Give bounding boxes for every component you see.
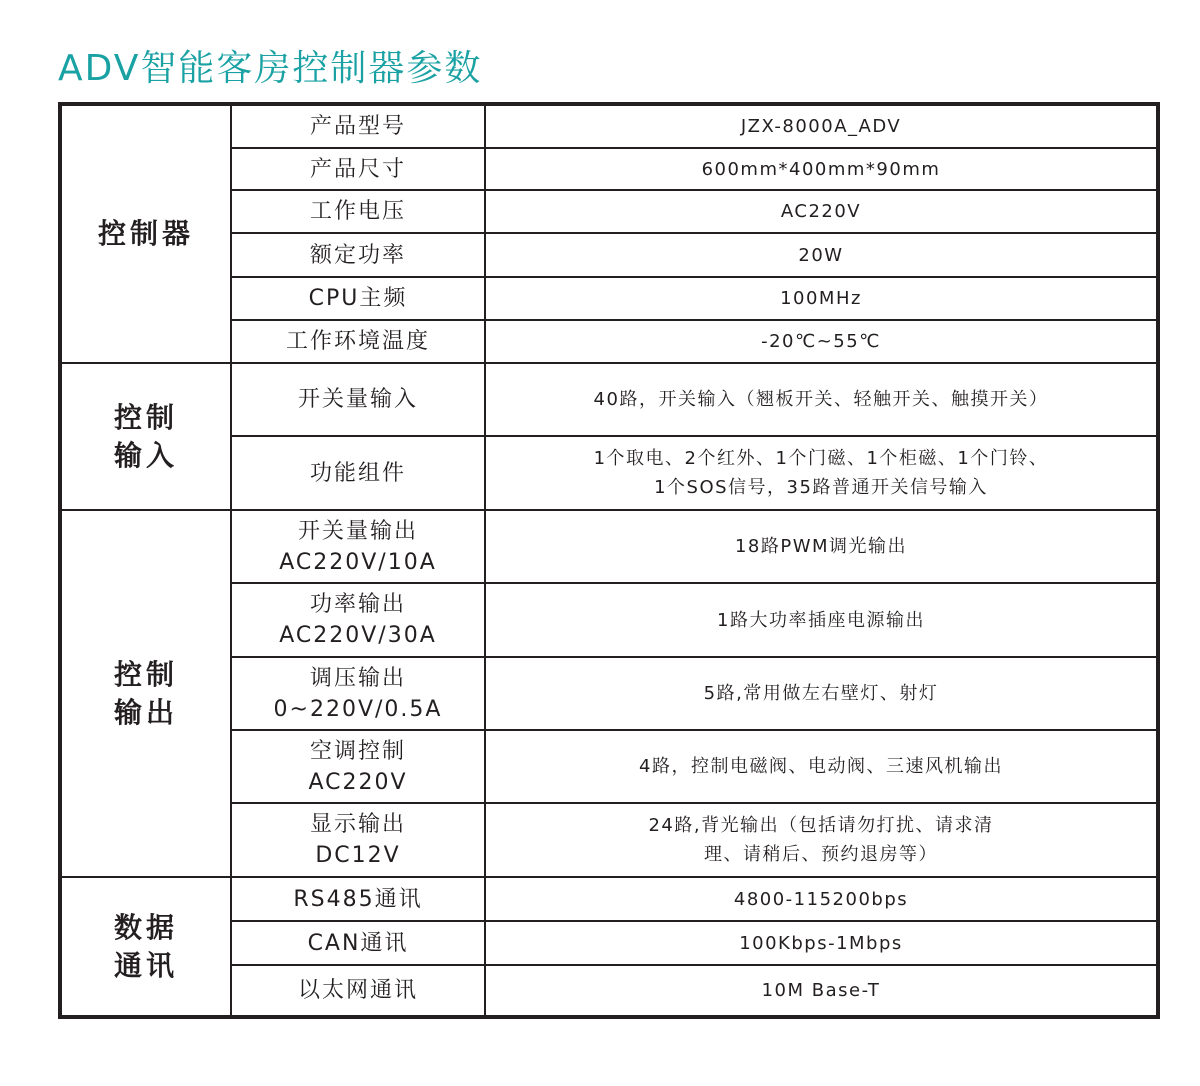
param-value-cell xyxy=(485,190,1158,233)
param-name-cell xyxy=(231,363,485,436)
param-name: CAN通讯 xyxy=(307,930,409,956)
param-name: 开关量输入 xyxy=(297,387,418,412)
param-name-cell xyxy=(231,583,485,657)
param-name-cell xyxy=(231,104,485,148)
param-name-cell xyxy=(231,657,485,730)
param-value: 40路，开关输入（翘板开关、轻触开关、触摸开关） xyxy=(593,389,1049,410)
table-row xyxy=(60,877,1158,921)
param-value: -20℃~55℃ xyxy=(761,331,881,352)
group-label: 控制器 xyxy=(97,217,194,250)
group-label-cell xyxy=(60,104,231,363)
param-value: AC220V xyxy=(780,201,862,222)
param-name-cell xyxy=(231,510,485,583)
param-name: 开关量输出 xyxy=(297,518,418,544)
param-value: 100Kbps-1Mbps xyxy=(739,932,903,954)
group-label: 输出 xyxy=(113,695,178,729)
param-value-cell xyxy=(485,730,1158,803)
param-name: 功率输出 xyxy=(309,592,406,617)
spec-table xyxy=(58,102,1160,1019)
param-name: AC220V xyxy=(308,769,408,795)
param-name: AC220V/30A xyxy=(279,623,437,648)
param-value-cell xyxy=(485,233,1158,277)
param-name: AC220V/10A xyxy=(279,549,437,575)
param-value-cell xyxy=(485,583,1158,657)
param-name-cell xyxy=(231,277,485,320)
param-name: 工作环境温度 xyxy=(285,329,430,354)
param-name-cell xyxy=(231,233,485,277)
param-value-cell xyxy=(485,965,1158,1017)
param-name: 调压输出 xyxy=(309,665,406,691)
param-value: 24路,背光输出（包括请勿打扰、请求清 xyxy=(648,815,994,836)
param-value-cell xyxy=(485,921,1158,965)
param-value-cell xyxy=(485,148,1158,190)
param-value: 18路PWM调光输出 xyxy=(734,536,908,557)
group-label: 控制 xyxy=(113,657,178,691)
group-label: 通讯 xyxy=(113,948,178,982)
param-name: CPU主频 xyxy=(308,286,408,311)
param-name-cell xyxy=(231,921,485,965)
param-value: 1个取电、2个红外、1个门磁、1个柜磁、1个门铃、 xyxy=(593,448,1049,469)
param-name-cell xyxy=(231,965,485,1017)
param-value-cell xyxy=(485,877,1158,921)
param-name: 空调控制 xyxy=(309,738,406,764)
group-label-cell xyxy=(60,510,231,877)
param-value: 理、请稍后、预约退房等） xyxy=(704,844,938,865)
param-value: JZX-8000A_ADV xyxy=(740,116,902,137)
param-name-cell xyxy=(231,803,485,877)
table-row xyxy=(60,104,1158,148)
param-name-cell xyxy=(231,730,485,803)
param-name-cell xyxy=(231,436,485,510)
param-name-cell xyxy=(231,320,485,363)
param-value-cell xyxy=(485,436,1158,510)
param-value: 1个SOS信号，35路普通开关信号输入 xyxy=(654,477,988,498)
param-value-cell xyxy=(485,277,1158,320)
group-label: 数据 xyxy=(113,910,178,944)
param-value: 20W xyxy=(798,244,844,266)
param-name-cell xyxy=(231,877,485,921)
param-value: 100MHz xyxy=(780,288,862,309)
param-value: 10M Base-T xyxy=(761,980,881,1001)
param-value: 4路，控制电磁阀、电动阀、三速风机输出 xyxy=(639,756,1003,777)
param-value-cell xyxy=(485,657,1158,730)
param-name: 工作电压 xyxy=(309,199,406,224)
param-name: DC12V xyxy=(315,843,401,868)
param-name: 以太网通讯 xyxy=(297,978,418,1003)
param-value: 4800-115200bps xyxy=(733,888,909,910)
param-name: 产品型号 xyxy=(309,114,406,139)
param-name-cell xyxy=(231,190,485,233)
param-value-cell xyxy=(485,510,1158,583)
group-label: 控制 xyxy=(113,400,178,434)
group-label: 输入 xyxy=(113,438,178,472)
table-row xyxy=(60,510,1158,583)
param-value: 5路,常用做左右壁灯、射灯 xyxy=(703,683,939,704)
param-value: 600mm*400mm*90mm xyxy=(701,158,941,180)
group-label-cell xyxy=(60,363,231,510)
param-value-cell xyxy=(485,104,1158,148)
param-value-cell xyxy=(485,320,1158,363)
param-name: 产品尺寸 xyxy=(309,156,406,182)
group-label-cell xyxy=(60,877,231,1017)
param-name: 功能组件 xyxy=(309,460,406,486)
param-value: 1路大功率插座电源输出 xyxy=(717,609,925,631)
table-row xyxy=(60,363,1158,436)
param-name: RS485通讯 xyxy=(293,886,423,912)
param-name-cell xyxy=(231,148,485,190)
param-name: 额定功率 xyxy=(309,242,406,268)
param-value-cell xyxy=(485,363,1158,436)
param-value-cell xyxy=(485,803,1158,877)
param-name: 显示输出 xyxy=(309,812,406,837)
param-name: 0~220V/0.5A xyxy=(273,696,443,722)
page-title: ADV智能客房控制器参数 xyxy=(58,48,483,89)
